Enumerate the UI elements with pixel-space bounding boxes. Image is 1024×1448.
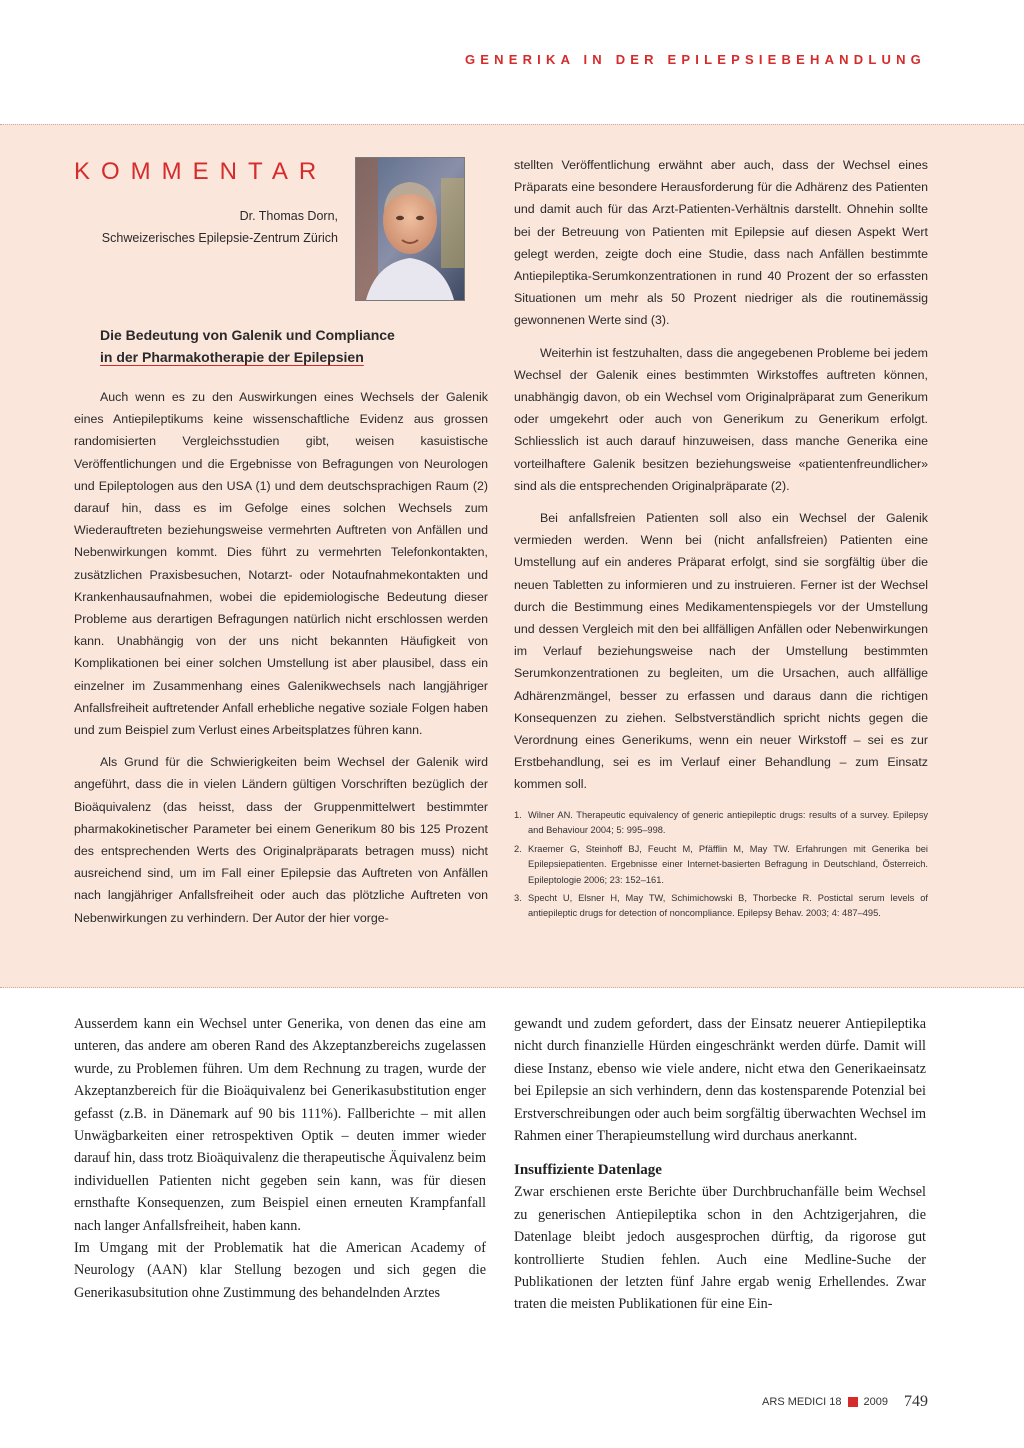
comment-left-column [74, 386, 488, 929]
author-name: Dr. Thomas Dorn, [239, 209, 338, 223]
body-right-paragraph-1: gewandt und zudem gefordert, dass der Einsatz neuerer Antiepileptika nicht durch finanzielle Hürden eingeschränkt werden dürfe. Damit will diese Instanz, ebenso wie viele andere, nicht etwa den Generikaeinsatz bei Epilepsie an sich verhindern, denn das kostensparende Potenzial bei Erstverschreibungen oder auch beim sorgfältig überwachten Wechsel im Rahmen einer Therapieumstellung wird durchaus anerkannt. [514, 1016, 926, 1145]
author-affiliation: Schweizerisches Epilepsie-Zentrum Zürich [101, 231, 338, 245]
reference-text: Kraemer G, Steinhoff BJ, Feucht M, Pfäfflin M, May TW. Erfahrungen mit Generika bei Epilepsiepatienten. Ergebnisse einer Internet-basierten Befragung in Deutschland, Österreich. Epileptologie 2006; 23: 152–161. [528, 843, 928, 885]
body-left-paragraph-2: Im Umgang mit der Problematik hat die American Academy of Neurology (AAN) klar Stellung bezogen und sich gegen die Generikasubsitution ohne Zustimmung des behandelnden Arztes [74, 1240, 486, 1301]
reference-text: Specht U, Elsner H, May TW, Schimichowski B, Thorbecke R. Postictal serum levels of antiepileptic drugs for detection of noncompliance. Epilepsy Behav. 2003; 4: 487–495. [528, 893, 928, 919]
page-number: 749 [904, 1393, 928, 1410]
footer-year: 2009 [863, 1396, 888, 1408]
running-head: GENERIKA IN DER EPILEPSIEBEHANDLUNG [464, 52, 926, 67]
comment-right-paragraph-2: Weiterhin ist festzuhalten, dass die angegebenen Probleme bei jedem Wechsel der Galenik eines bestimmten Wirkstoffes auftreten können, unabhängig davon, ob ein Wechsel vom Originalpräparat zum Generikum oder umgekehrt oder auch von Generikum zu Generikum erfolgt. Schliesslich ist auch darauf hinzuweisen, dass manche Generika eine vorteilhaftere Galenik besitzen beziehungsweise «patientenfreundlicher» sind als die entsprechenden Originalpräparate (2). [514, 345, 928, 493]
comment-title: KOMMENTAR [74, 158, 328, 185]
body-right-column [514, 1013, 926, 1316]
author-photo [355, 157, 465, 301]
comment-subhead [100, 324, 480, 368]
reference-text: Wilner AN. Therapeutic equivalency of generic antiepileptic drugs: results of a survey. Epilepsy and Behaviour 2004; 5: 995–998. [528, 810, 928, 836]
comment-left-paragraph-2: Als Grund für die Schwierigkeiten beim Wechsel der Galenik wird angeführt, dass die in vielen Ländern gültigen Vorschriften bezüglich der Bioäquivalenz (das heisst, dass der Gruppenmittelwert bestimmter pharmakokinetischer Parameter bei einem Generikum 80 bis 125 Prozent des entsprechenden Werts des Originalpräparats betragen muss) nicht ausreichend sind, um im Fall einer Epilepsie das Auftreten von Anfällen nach langjähriger Anfallsfreiheit oder auch das plötzliche Auftreten von Nebenwirkungen zu verhindern. Der Autor der hier vorge- [74, 755, 488, 925]
reference-number: 2. [514, 843, 522, 854]
body-left-column [74, 1013, 486, 1304]
page-footer [762, 1393, 928, 1411]
footer-square-icon [848, 1397, 858, 1407]
reference-item [514, 842, 928, 888]
subhead-line-1: Die Bedeutung von Galenik und Compliance [100, 327, 395, 343]
body-left-paragraph-1: Ausserdem kann ein Wechsel unter Generika, von denen das eine am unteren, das andere am oberen Rand des Akzeptanzbereichs zugelassen wurde, zu Problemen führen. Um dem Rechnung zu tragen, wurde der Akzeptanzbereich für die Bioäquivalenz bei Generikasubstitution enger gefasst (z.B. in Dänemark auf 90 bis 111%). Fallberichte – mit allen Unwägbarkeiten einer retrospektiven Optik – deuten immer wieder darauf hin, dass trotz Bioäquivalenz die therapeutische Äquivalenz beim individuellen Patienten nicht gegeben sein kann, was für diesen ernsthafte Konsequenzen, zum Beispiel einen erneuten Krampfanfall nach langer Anfallsfreiheit, haben kann. [74, 1016, 486, 1234]
reference-item [514, 808, 928, 839]
subhead-line-2: in der Pharmakotherapie der Epilepsien [100, 349, 364, 365]
body-right-paragraph-2: Zwar erschienen erste Berichte über Durchbruchanfälle beim Wechsel zu generischen Antiepileptika schon in den Achtzigerjahren, die Datenlage bleibt jedoch ausgesprochen dürftig, da rigorose gut kontrollierte Studien fehlen. Auch eine Medline-Suche der Publikationen der letzten fünf Jahre ergab wenig Erhellendes. Zwar traten die meisten Publikationen für eine Ein- [514, 1184, 926, 1313]
reference-list [514, 808, 928, 925]
comment-left-paragraph-1: Auch wenn es zu den Auswirkungen eines Wechsels der Galenik eines Antiepileptikums keine wissenschaftliche Evidenz aus grossen randomisierten Vergleichsstudien gibt, weisen kasuistische Veröffentlichungen und die Ergebnisse von Befragungen von Neurologen und Epileptologen aus den USA (1) und dem deutschsprachigen Raum (2) darauf hin, dass es im Gefolge eines solchen Wechsels zum Wiederauftreten beziehungsweise vermehrten Auftreten von Anfällen und Nebenwirkungen kommt. Dies führt zu vermehrten Telefonkontakten, zusätzlichen Praxisbesuchen, Notarzt- oder Notaufnahmekontakten und Krankenhausaufnahmen, wobei die epidemiologische Bedeutung dieser Probleme aus derartigen Befragungen natürlich nicht erschlossen werden kann. Unabhängig von der uns nicht bekannten Häufigkeit von Komplikationen bei einer solchen Umstellung ist aber plausibel, dass ein einzelner im Zusammenhang eines Galenikwechsels nach langjähriger Anfallsfreiheit auftretender Anfall erhebliche negative soziale Folgen haben und zum Beispiel zum Verlust eines Arbeitsplatzes führen kann. [74, 390, 488, 738]
comment-right-paragraph-3: Bei anfallsfreien Patienten soll also ein Wechsel der Galenik vermieden werden. Wenn bei (nicht anfallsfreien) Patienten eine Umstellung auf ein anderes Präparat erfolgt, sind sie sorgfältig über die neuen Tabletten zu informieren und zu instruieren. Ferner ist der Wechsel durch die Bestimmung eines Medikamentenspiegels vor der Umstellung und dessen Vergleich mit den bei allfälligen Anfällen oder Nebenwirkungen im Verlauf beziehungsweise nach der Umstellung bestimmten Serumkonzentrationen zu begleiten, um die Ursachen, auch allfällige Adhärenzmängel, besser zu erfassen und daraus dann die richtigen Konsequenzen zu ziehen. Selbstverständlich spricht nichts gegen die Verordnung eines Generikums, wenn ein neuer Wirkstoff – sei es zur Erstbehandlung, sei es im Verlauf einer Behandlung – zum Einsatz kommen soll. [514, 511, 928, 792]
reference-number: 3. [514, 893, 522, 904]
section-heading: Insuffiziente Datenlage [514, 1162, 662, 1179]
reference-number: 1. [514, 810, 522, 820]
reference-item [514, 891, 928, 922]
author-block [102, 205, 338, 249]
comment-right-column [514, 154, 928, 796]
comment-right-paragraph-1: stellten Veröffentlichung erwähnt aber auch, dass der Wechsel eines Präparats eine besondere Herausforderung für die Adhärenz des Patienten und damit auch für das Arzt-Patienten-Verhältnis darstellt. Ohnehin sollte bei der Betreuung von Patienten mit Epilepsie auf diesen Aspekt Wert gelegt werden, zeigte doch eine Studie, dass nach Anfällen bestimmte Antiepileptika-Serumkonzentrationen in rund 40 Prozent der so erfassten Situationen um mehr als 50 Prozent niedriger als die routinemässig gewonnenen Werte sind (3). [514, 158, 928, 328]
footer-journal: ARS MEDICI 18 [762, 1396, 842, 1408]
